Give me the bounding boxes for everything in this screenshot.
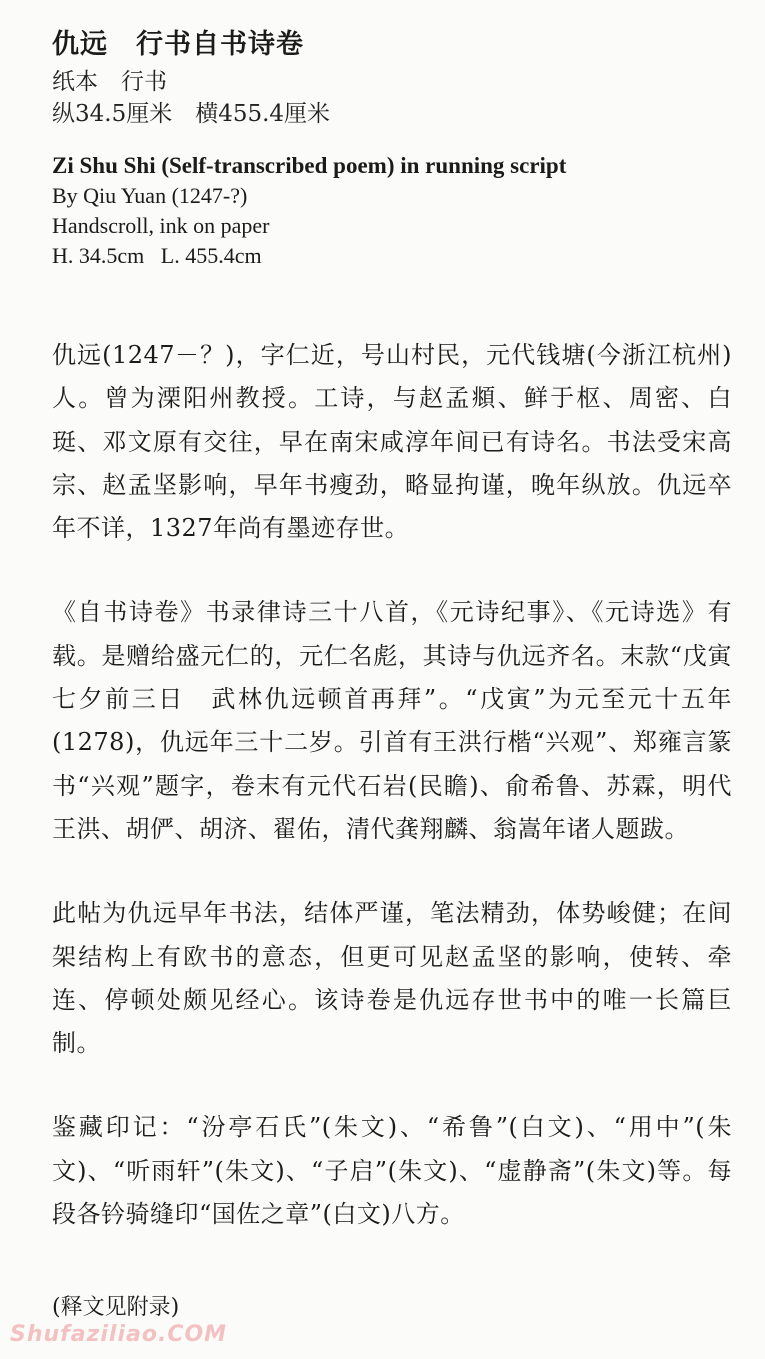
english-dimensions: H. 34.5cm L. 455.4cm bbox=[52, 243, 262, 268]
paragraph-biography: 仇远(1247－？)，字仁近，号山村民，元代钱塘(今浙江杭州)人。曾为溧阳州教授。工诗，与赵孟頫、鲜于枢、周密、白珽、邓文原有交往，早在南宋咸淳年间已有诗名。书法受宋高宗、赵孟坚影响，早年书瘦劲，略显拘谨，晚年纵放。仇远卒年不详，1327年尚有墨迹存世。 bbox=[52, 341, 732, 543]
english-title: Zi Shu Shi (Self-transcribed poem) in running script bbox=[52, 153, 567, 178]
english-header bbox=[52, 150, 742, 271]
paragraph-scroll-description: 《自书诗卷》书录律诗三十八首，《元诗纪事》、《元诗选》有载。是赠给盛元仁的，元仁名彪，其诗与仇远齐名。末款“戊寅七夕前三日 武林仇远顿首再拜”。“戊寅”为元至元十五年(1278)，仇远年三十二岁。引首有王洪行楷“兴观”、郑雍言篆书“兴观”题字，卷末有元代石岩(民瞻)、俞希鲁、苏霖，明代王洪、胡俨、胡济、翟佑，清代龚翔麟、翁嵩年诸人题跋。 bbox=[52, 598, 732, 843]
chinese-title: 仇远 行书自书诗卷 bbox=[52, 29, 304, 60]
english-medium: Handscroll, ink on paper bbox=[52, 213, 270, 238]
english-author: By Qiu Yuan (1247-?) bbox=[52, 183, 248, 208]
chinese-header bbox=[52, 24, 732, 130]
appendix-note: (释文见附录) bbox=[52, 1295, 180, 1320]
chinese-material: 纸本 行书 bbox=[52, 69, 167, 95]
paragraph-seals: 鉴藏印记：“汾亭石氏”(朱文)、“希鲁”(白文)、“用中”(朱文)、“听雨轩”(朱文)、“子启”(朱文)、“虚静斋”(朱文)等。每段各钤骑缝印“国佐之章”(白文)八方。 bbox=[52, 1113, 732, 1229]
site-watermark: Shufaziliao.COM bbox=[10, 1322, 228, 1347]
chinese-dimensions: 纵34.5厘米 横455.4厘米 bbox=[52, 101, 331, 127]
body-text bbox=[52, 334, 732, 1277]
paragraph-style-analysis: 此帖为仇远早年书法，结体严谨，笔法精劲，体势峻健；在间架结构上有欧书的意态，但更可见赵孟坚的影响，使转、牵连、停顿处颇见经心。该诗卷是仇远存世书中的唯一长篇巨制。 bbox=[52, 899, 732, 1058]
